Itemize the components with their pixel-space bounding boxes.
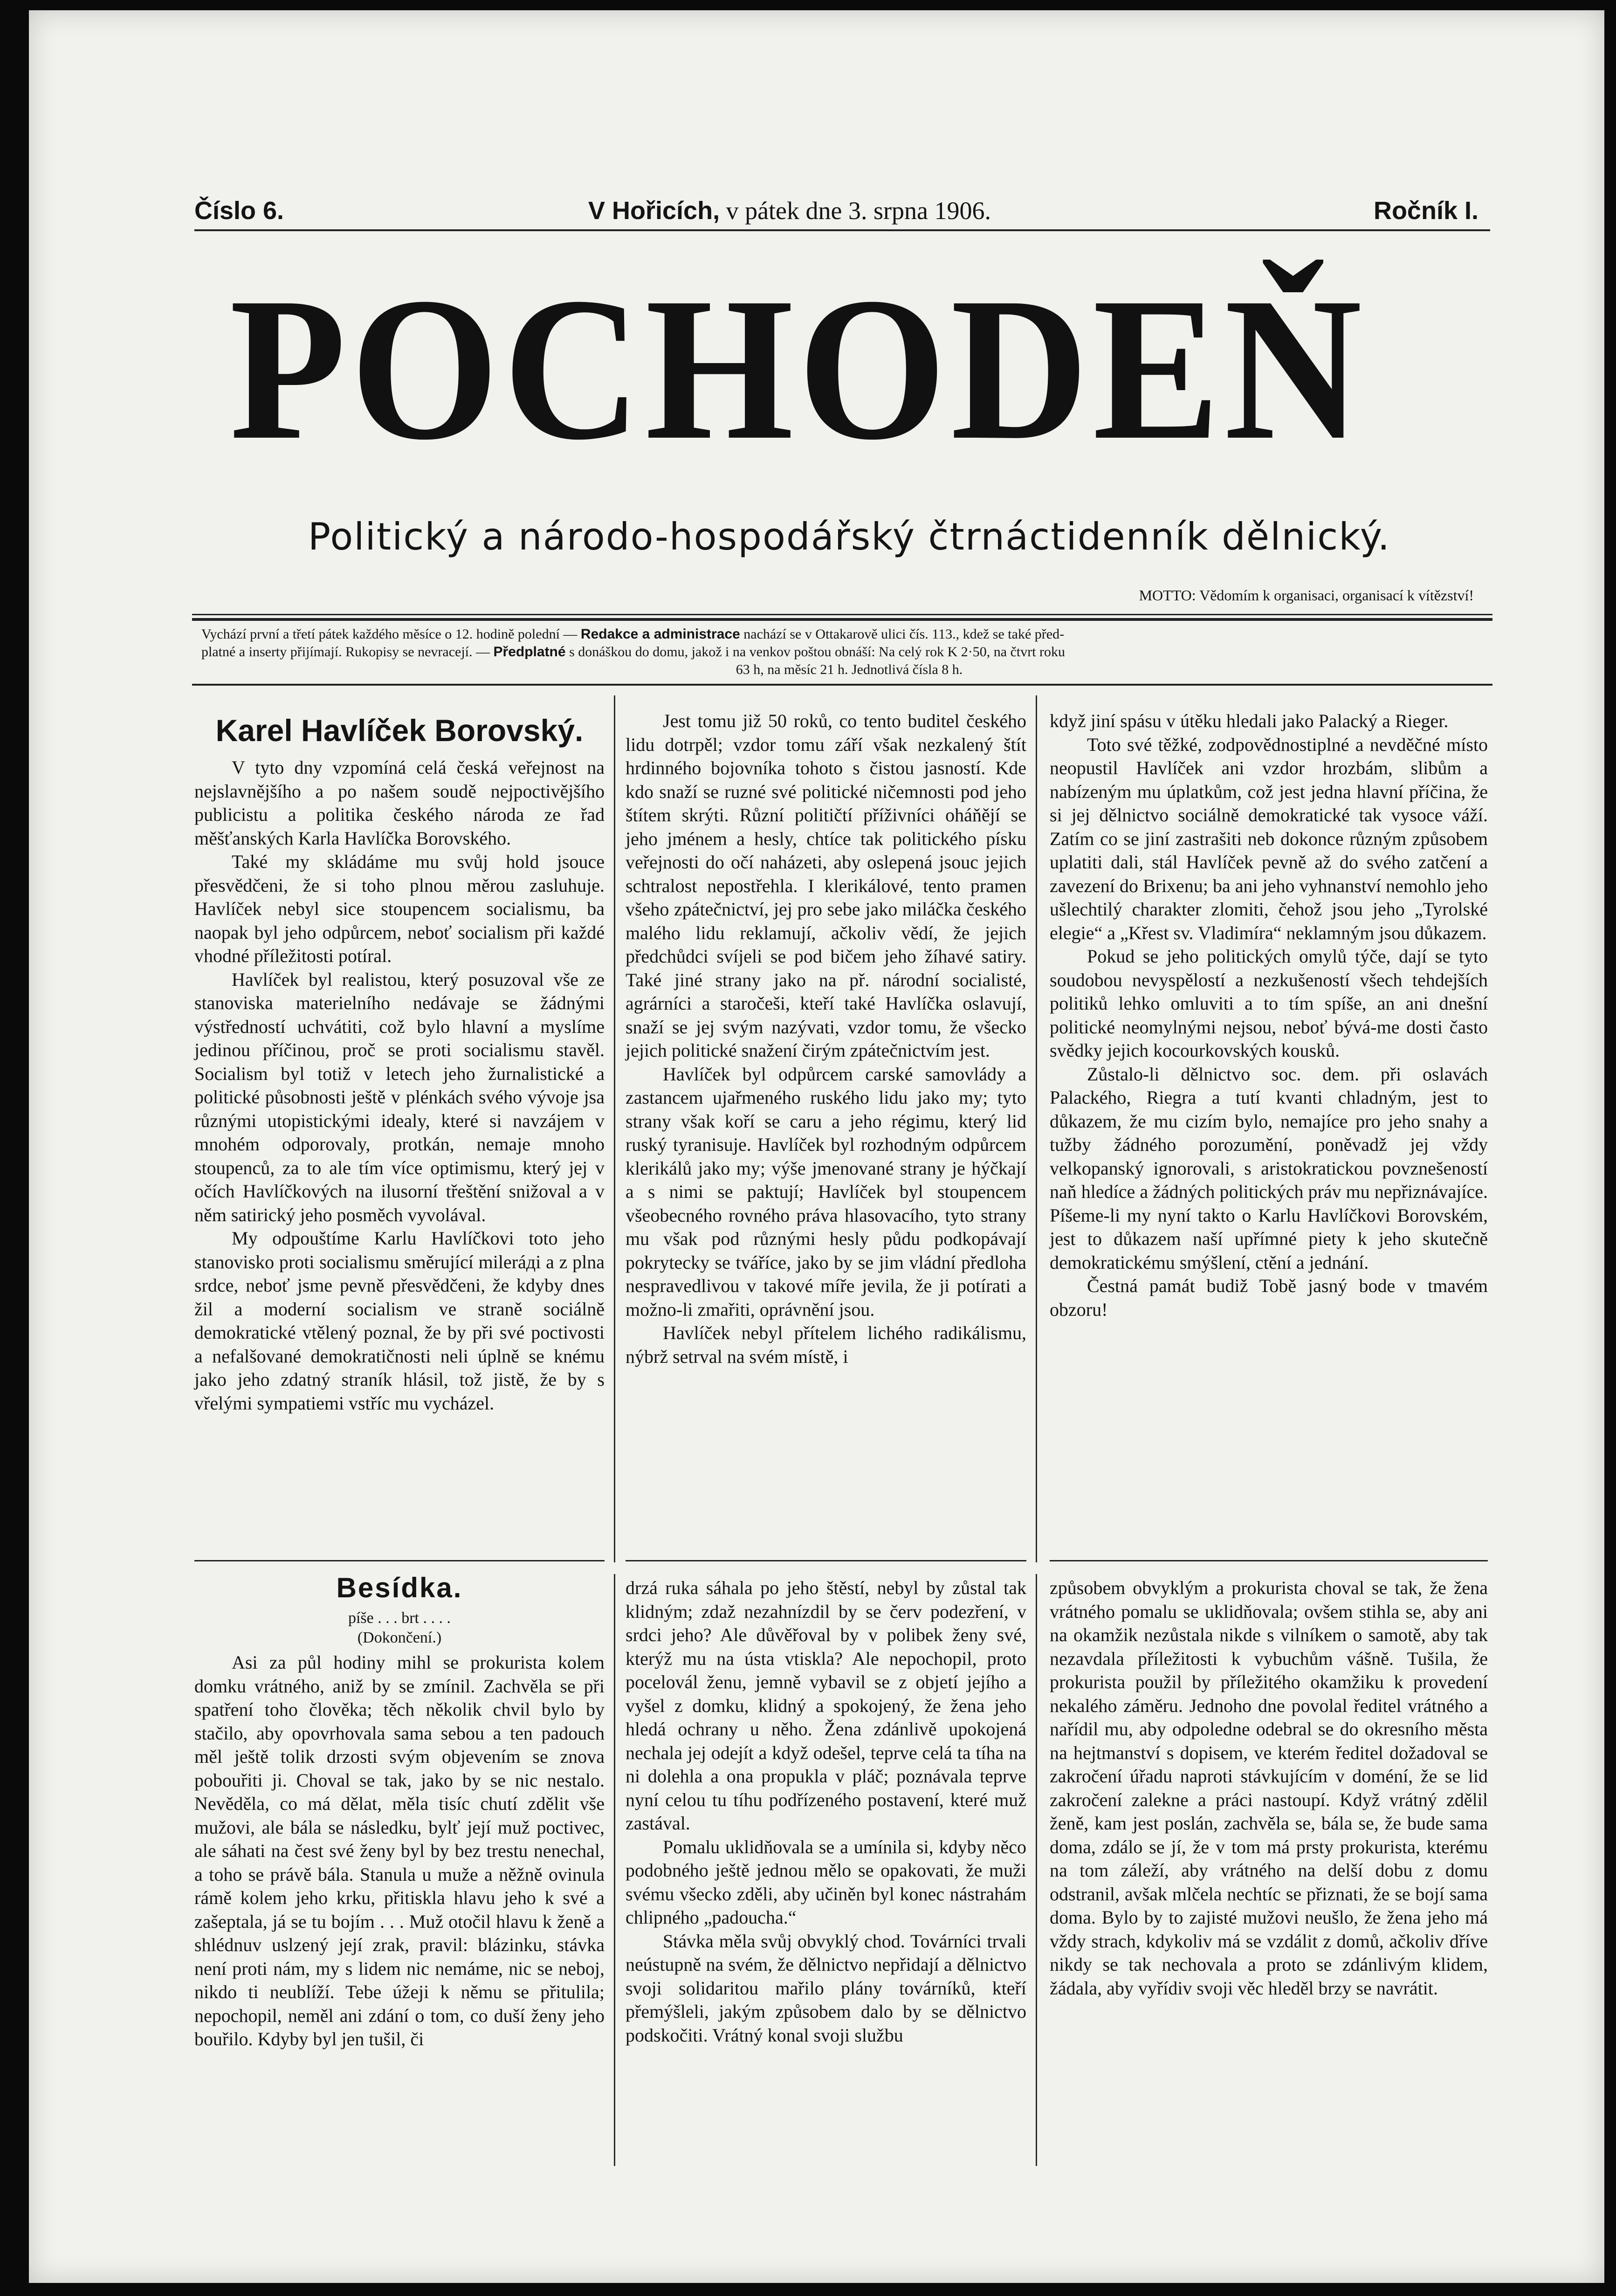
paragraph: Asi za půl hodiny mihl se prokurista kolem domku vrátného, aniž by se zmínil. Zachvěla se při spatření toho člověka; těch několik chvil bylo by stačilo, aby opovrhovala sama sebou a ten padouch měl ještě tolik drzosti svým objevením se znova pobouřiti ji. Choval se tak, jako by se nic nestalo. Nevěděla, co má dělat, měla tisíc chutí zdělit vše mužovi, ale bála se následku, bylť její muž poctivec, ale sáhati na čest své ženy byl by bez trestu nenechal, a toho se právě bála. Stanula u muže a něžně ovinula rámě kolem jeho krku, přitiskla hlavu jeho k své a zašeptala, já se tu bojím . . . Muž otočil hlavu k ženě a shlédnuv uslzený její zrak, pravil: blázinku, stávka není proti nám, my s lidem nic nemáme, nic se neboj, nikdo ti neublíží. Tebe úžeji k němu se přitulila; nepochopil, neměl ani zdání o tom, co duší ženy jeho bouřilo. Kdyby byl jen tušil, či [194, 1652, 605, 2049]
header-rule [194, 229, 1490, 231]
info-bold: Předplatné [493, 644, 566, 660]
column-separator [614, 1574, 615, 2166]
info-text: platné a inserty přijímají. Rukopisy se nevracejí. — [201, 644, 490, 660]
masthead-title: POCHODEŇ [229, 255, 1367, 482]
article-title: Karel Havlíček Borovský. [215, 713, 584, 748]
besidka-title: Besídka. [336, 1572, 463, 1603]
column-separator [1036, 1574, 1037, 2166]
besidka-byline: píše . . . brt . . . . [348, 1609, 451, 1627]
info-line-2 [201, 643, 1497, 661]
column-separator [1036, 695, 1037, 1562]
info-text: s donáškou do domu, jakož i na venkov poštou obnáší: Na celý rok K 2·50, na čtvrt roku [569, 644, 1066, 660]
info-bottom-rule [192, 684, 1492, 686]
info-top-rule-thick [192, 618, 1492, 621]
info-top-rule [192, 614, 1492, 615]
date: v pátek dne 3. srpna 1906. [726, 197, 991, 225]
info-line-3: 63 h, na měsíc 21 h. Jednotlivá čísla 8 h. [736, 662, 963, 677]
paragraph: Jest tomu již 50 roků, co tento buditel českého lidu dotrpěl; vzdor tomu září však nezkalený štít hrdinného bojovníka tohoto s čistou jasností. Kde kdo snaží se ruzné své politické ničemnosti pod jeho štítem skrýti. Různí političtí příživníci oháňějí se jeho jménem a hesly, chtíce tak politického písku veřejnosti do očí naházeti, aby oslepená jsouc jejich schtralost nepostřehla. I klerikálové, tento pramen všeho zpátečnictví, jej pro sebe jako miláčka českého malého lidu reklamují, ačkoliv vědí, že jejich předchůdci svíjeli se pod bičem jeho žíhavé satiry. Také jiné strany jako na př. národní socialisté, agrárníci a staročeši, kteří také Havlíčka oslavují, snaží se jej svým nazývati, vzdor tomu, že všecko jejich politické snažení čirým zpátečnictvím jest. [626, 710, 1026, 1061]
paragraph: V tyto dny vzpomíná celá česká veřejnost na nejslavnějšího a po našem soudě nejpoctivějšího publicistu a politika českého národa ze řad měšťanských Karla Havlíčka Borovského. [194, 757, 605, 849]
info-text: nachází se v Ottakarově ulici čís. 113., kdež se také před- [743, 626, 1065, 642]
paragraph: Toto své těžké, zodpovědnostiplné a nevděčné místo neopustil Havlíček ani vzdor hrozbám, slibům a nabízeným mu úplatkům, což jest jedna hlavní příčina, že si jej dělnictvo sociálně demokratické tak vysoce váží. Zatím co se jiní zastrašiti neb dokonce různým způsobem uplatiti dali, stál Havlíček pevně až do svého zatčení a zavezení do Brixenu; ba ani jeho vyhnanství nemohlo jeho ušlechtilý charakter zlomiti, čehož jsou jeho „Tyrolské elegie“ a „Křest sv. Vladimíra“ neklamným jsou důkazem. [1050, 734, 1488, 943]
paragraph: když jiní spásu v útěku hledali jako Palacký a Rieger. [1050, 710, 1449, 731]
info-text: Vychází první a třetí pátek každého měsíce o 12. hodině polední — [201, 626, 578, 642]
newspaper-page [29, 10, 1604, 2283]
paragraph: Také my skládáme mu svůj hold jsouce přesvědčeni, že si toho plnou měrou zasluhuje. Havlíček nebyl sice stoupencem socialismu, ba naopak byl jeho odpůrcem, neboť socialism při každé vhodné příležitosti potíral. [194, 851, 605, 966]
article-column-1 [194, 756, 605, 1415]
section-rule [1050, 1560, 1488, 1561]
paragraph: Zůstalo-li dělnictvo soc. dem. při oslavách Palackého, Riegra a tutí kvanti chladným, jest to důkazem, že mu cizím bylo, nemajíce pro jeho snahy a tužby žádného porozumění, poněvadž jej vždy velkopanský ignorovali, s aristokratickou povznešeností naň hledíce a žádných politických práv mu nepřiznávajíce. Píšeme-li my nyní takto o Karlu Havlíčkovi Borovském, jest to důkazem naší upřímné piety k jeho skutečně demokratickému smýšlení, ctění a jednání. [1050, 1063, 1488, 1273]
besidka-continuation: (Dokončení.) [357, 1629, 442, 1646]
paragraph: Stávka měla svůj obvyklý chod. Továrníci trvali neústupně na svém, že dělnictvo nepřidají a dělnictvo svoji solidaritou mařilo plány továrníků, kteří přemýšleli, jakým způsobem dalo by se dělnictvo podskočiti. Vrátný konal svoji službu [626, 1930, 1026, 2046]
paragraph: Havlíček byl realistou, který posuzoval vše ze stanoviska materielního nedávaje se žádnými výstředností uchvátiti, což bylo hlavní a myslíme jedinou příčinou, proč se proti socialismu stavěl. Socialism byl totiž v letech jeho žurnalistické a politické působnosti ještě v plénkách svého vývoje jsa různými utopistickými idealy, které si navzájem v mnohém odporovaly, protkán, nemaje mnoho stoupenců, za to ale tím více optimismu, který jej v očích Havlíčkových na ilusorní třeštění snižoval a v něm satirický jeho posměch vyvolával. [194, 969, 605, 1225]
article-column-3 [1050, 709, 1488, 1321]
section-rule [626, 1560, 1026, 1561]
paragraph: Čestná památ budiž Tobě jasný bode v tmavém obzoru! [1050, 1275, 1488, 1320]
issue-number: Číslo 6. [194, 197, 284, 225]
volume: Ročník I. [1373, 197, 1478, 225]
paragraph: Havlíček byl odpůrcem carské samovlády a zastancem ujařmeného ruského lidu jako my; tyto strany však koří se caru a jeho régimu, který lid ruský tyranisuje. Havlíček byl rozhodným odpůrcem klerikálů jako my; výše jmenované strany je hýčkají a s nimi se paktují; Havlíček byl stoupencem všeobecného rovného práva hlasovacího, tyto strany mu však pod různými hesly půdu podkopávají pokrytecky se tváříce, jako by se jim vládní předloha nespravedlivou v takové míře jevila, že ji potírati a možno-li zmařiti, oprávnění jsou. [626, 1063, 1026, 1320]
besidka-column-3 [1050, 1576, 1488, 2000]
info-line-1 [201, 626, 1497, 643]
section-rule [194, 1560, 605, 1561]
paragraph: Havlíček nebyl přítelem lichého radikálismu, nýbrž setrval na svém místě, i [626, 1322, 1026, 1367]
paragraph: My odpouštíme Karlu Havlíčkovi toto jeho stanovisko proti socialismu směrující mileráді a z plna srdce, neboť jsme pevně přesvědčeni, že kdyby dnes žil a moderní socialism ve straně sociálně demokratické vtělený poznal, že by při své poctivosti a nefalšované demokratičnosti neli úplně se knému jako jeho zdatný straník hlásil, tož jistě, že by s vřelými sympatiemi vstříc mu vycházel. [194, 1228, 605, 1414]
paragraph: Pokud se jeho politických omylů týče, dají se tyto soudobou nevyspělostí a nezkušeností všech tehdejších politiků lehko omluviti a to tím spíše, an ani dnešní politické neomylnými nejsou, neboť bývá-me dosti často svědky jejich kocourkovských kousků. [1050, 946, 1488, 1061]
motto: MOTTO: Vědomím k organisaci, organisací k vítězství! [1139, 587, 1474, 604]
masthead-subtitle: Politický a národo-hospodářský čtrnáctidenník dělnický. [308, 515, 1391, 558]
paragraph: drzá ruka sáhala po jeho štěstí, nebyl by zůstal tak klidným; zdaž nezahnízdil by se červ podezření, v srdci jeho? Ale důvěřoval by v polibek ženy své, kterýž mu na ústa vtiskla? Ale nepochopil, proto pocelovál ženu, jemně vybavil se z objetí jejího a vyšel z domku, klidný a spokojený, že žena jeho hledá ochrany u něho. Žena zdánlivě upokojená nechala jej odejít a když odešel, teprve celá ta tíha na ni dolehla a ona propukla v pláč; poznávala teprve nyní celou tu tíhu podřízeného postavení, které muž zastával. [626, 1577, 1026, 1834]
besidka-column-1 [194, 1651, 605, 2051]
article-column-2 [626, 709, 1026, 1368]
column-separator [614, 695, 615, 1562]
place: V Hořicích, [588, 197, 720, 225]
paragraph: Pomalu uklidňovala se a umínila si, kdyby něco podobného ještě jednou mělo se opakovati, že muži svému všecko zděli, aby učiněn byl konec nástrahám chlipného „padoucha.“ [626, 1836, 1026, 1928]
info-bold: Redakce a administrace [580, 626, 740, 642]
date-line [588, 192, 1101, 229]
besidka-column-2 [626, 1576, 1026, 2047]
paragraph: způsobem obvyklým a prokurista choval se tak, že žena vrátného pomalu se uklidňovala; ovšem stihla se, aby ani na okamžik nezůstala nikde s vilníkem o samotě, aby tak nezavdala příležitosti k vybuchům vášně. Tušila, že prokurista použil by příležitého okamžiku k provedení nekalého záměru. Jednoho dne povolal ředitel vrátného a nařídil mu, aby odpoledne odebral se do okresního města na hejtmanství s dopisem, ve kterém ředitel dožadoval se zakročení úřadu naproti stávkujícím v doméní, že se lid zakročení zalekne a práci nastoupí. Když vrátný zdělil ženě, kam jest poslán, zachvěla se, bála se, že bude sama doma, zdálo se jí, že v tom má prsty prokurista, kterému na tom záleží, aby vrátného na delší dobu z domu odstranil, avšak mlčela nechtíc se přiznati, že se bojí sama doma. Bylo by to zajisté mužovi neušlo, že žena jeho má vždy strach, kdykoliv má se vzdálit z domů, ačkoliv dříve nikdy se tak nechovala a proto se zdánlivým klidem, žádala, aby vyřídiv svoji věc hleděl brzy se navrátit. [1050, 1577, 1488, 1999]
